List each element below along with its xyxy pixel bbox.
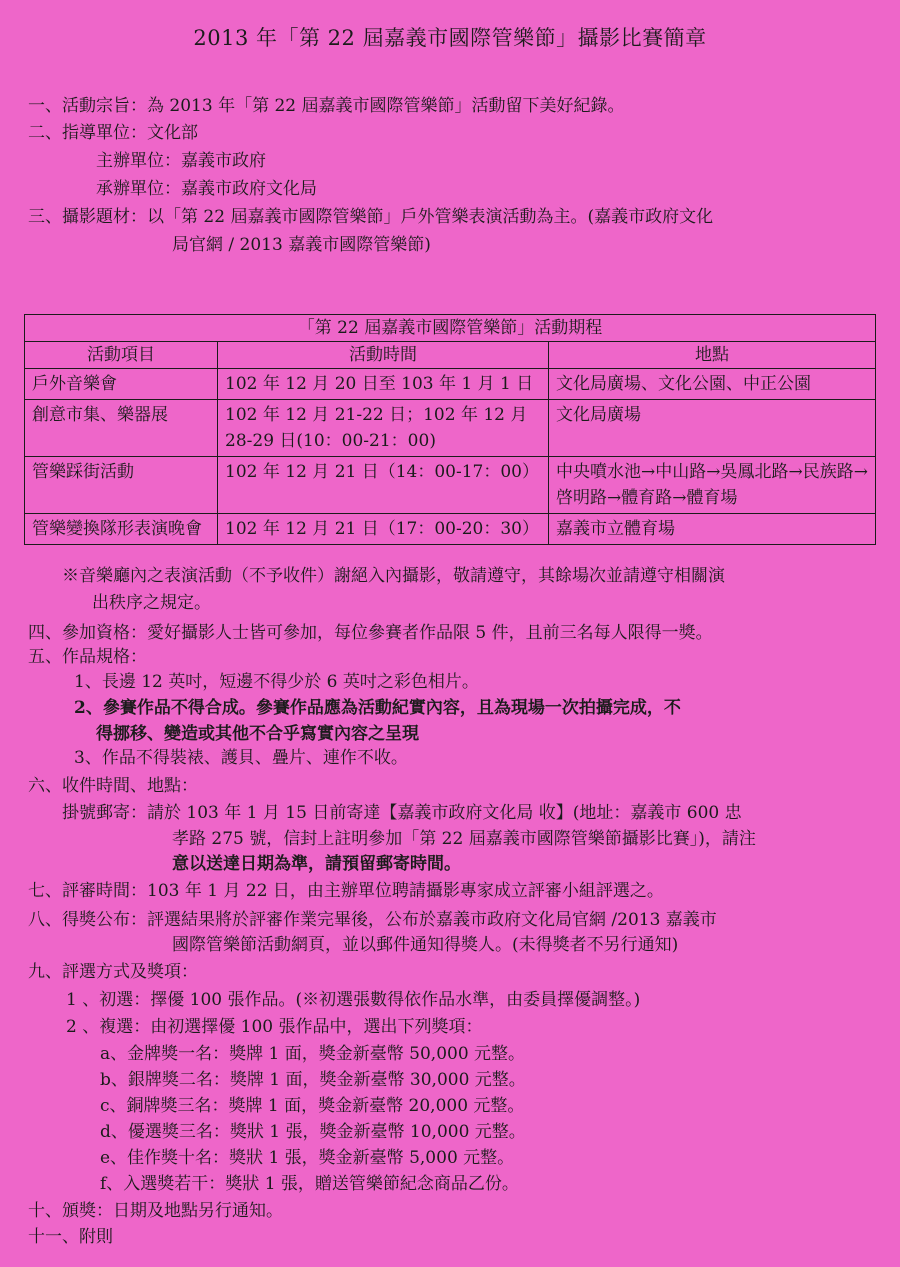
section-ceremony: 十、頒獎：日期及地點另行通知。: [28, 1201, 283, 1221]
award-item: f、入選獎若干：獎狀 1 張，贈送管樂節紀念商品乙份。: [100, 1174, 519, 1194]
section-selection: 九、評選方式及獎項：: [28, 962, 198, 982]
table-row: [25, 514, 876, 545]
section-specs: 五、作品規格：: [28, 647, 147, 667]
submission-line3: 意以送達日期為準，請預留郵寄時間。: [172, 854, 461, 874]
selection-final: 2 、複選：由初選擇優 100 張作品中，選出下列獎項：: [66, 1017, 483, 1037]
award-item: b、銀牌獎二名：獎牌 1 面，獎金新臺幣 30,000 元整。: [100, 1070, 526, 1090]
section-guidance: 二、指導單位：文化部: [28, 123, 198, 143]
schedule-table: [24, 314, 876, 545]
header-item: 活動項目: [25, 342, 218, 369]
cell-time: 102 年 12 月 21-22 日；102 年 12 月 28-29 日(10：00-21：00): [218, 400, 549, 457]
note-line1: ※音樂廳內之表演活動（不予收件）謝絕入內攝影，敬請遵守，其餘場次並請遵守相關演: [62, 566, 725, 586]
section-host: 主辦單位：嘉義市政府: [96, 151, 266, 171]
cell-time: 102 年 12 月 20 日至 103 年 1 月 1 日: [218, 369, 549, 400]
spec-item-1: 1、長邊 12 英吋，短邊不得少於 6 英吋之彩色相片。: [74, 672, 479, 692]
spec-item-2-line2: 得挪移、變造或其他不合乎寫實內容之呈現: [96, 724, 419, 744]
document-title: 2013 年「第 22 屆嘉義市國際管樂節」攝影比賽簡章: [193, 26, 707, 50]
award-item: d、優選獎三名：獎狀 1 張，獎金新臺幣 10,000 元整。: [100, 1122, 526, 1142]
table-caption: 「第 22 屆嘉義市國際管樂節」活動期程: [25, 315, 876, 342]
header-time: 活動時間: [218, 342, 549, 369]
cell-time: 102 年 12 月 21 日（17：00-20：30）: [218, 514, 549, 545]
section-organizer: 承辦單位：嘉義市政府文化局: [96, 179, 317, 199]
selection-preliminary: 1 、初選：擇優 100 張作品。(※初選張數得依作品水準，由委員擇優調整。): [66, 990, 641, 1010]
section-purpose: 一、活動宗旨：為 2013 年「第 22 屆嘉義市國際管樂節」活動留下美好紀錄。: [28, 96, 625, 116]
submission-line2: 孝路 275 號，信封上註明參加「第 22 屆嘉義市國際管樂節攝影比賽」)，請注: [172, 829, 756, 849]
award-item: e、佳作獎十名：獎狀 1 張，獎金新臺幣 5,000 元整。: [100, 1148, 515, 1168]
section-judging: 七、評審時間：103 年 1 月 22 日，由主辦單位聘請攝影專家成立評審小組評選之。: [28, 881, 664, 901]
table-row: [25, 457, 876, 514]
section-eligibility: 四、參加資格：愛好攝影人士皆可參加，每位參賽者作品限 5 件，且前三名每人限得一獎。: [28, 623, 713, 643]
header-place: 地點: [549, 342, 876, 369]
table-caption-row: [25, 315, 876, 342]
cell-place: 文化局廣場、文化公園、中正公園: [549, 369, 876, 400]
table-row: [25, 400, 876, 457]
cell-place: 中央噴水池→中山路→吳鳳北路→民族路→啓明路→體育路→體育場: [549, 457, 876, 514]
section-announcement-line1: 八、得獎公布：評選結果將於評審作業完畢後，公布於嘉義市政府文化局官網 /2013 嘉義市: [28, 910, 717, 930]
table-header-row: [25, 342, 876, 369]
cell-place: 文化局廣場: [549, 400, 876, 457]
cell-place: 嘉義市立體育場: [549, 514, 876, 545]
award-item: c、銅牌獎三名：獎牌 1 面，獎金新臺幣 20,000 元整。: [100, 1096, 525, 1116]
cell-item: 管樂踩街活動: [25, 457, 218, 514]
table-row: [25, 369, 876, 400]
section-announcement-line2: 國際管樂節活動網頁，並以郵件通知得獎人。(未得獎者不另行通知): [172, 935, 679, 955]
section-subject-line2: 局官網 / 2013 嘉義市國際管樂節): [172, 235, 431, 255]
spec-item-2-line1: 2、參賽作品不得合成。參賽作品應為活動紀實內容，且為現場一次拍攝完成，不: [74, 698, 681, 718]
cell-time: 102 年 12 月 21 日（14：00-17：00）: [218, 457, 549, 514]
section-subject-line1: 三、攝影題材：以「第 22 屆嘉義市國際管樂節」戶外管樂表演活動為主。(嘉義市政府文化: [28, 207, 714, 227]
award-item: a、金牌獎一名：獎牌 1 面，獎金新臺幣 50,000 元整。: [100, 1044, 526, 1064]
cell-item: 管樂變換隊形表演晚會: [25, 514, 218, 545]
section-submission: 六、收件時間、地點：: [28, 776, 198, 796]
spec-item-3: 3、作品不得裝裱、護貝、疊片、連作不收。: [74, 748, 408, 768]
cell-item: 戶外音樂會: [25, 369, 218, 400]
cell-item: 創意市集、樂器展: [25, 400, 218, 457]
section-appendix: 十一、附則: [28, 1227, 113, 1247]
submission-line1: 掛號郵寄：請於 103 年 1 月 15 日前寄達【嘉義市政府文化局 收】(地址：嘉義市 600 忠: [62, 803, 742, 823]
note-line2: 出秩序之規定。: [92, 593, 211, 613]
